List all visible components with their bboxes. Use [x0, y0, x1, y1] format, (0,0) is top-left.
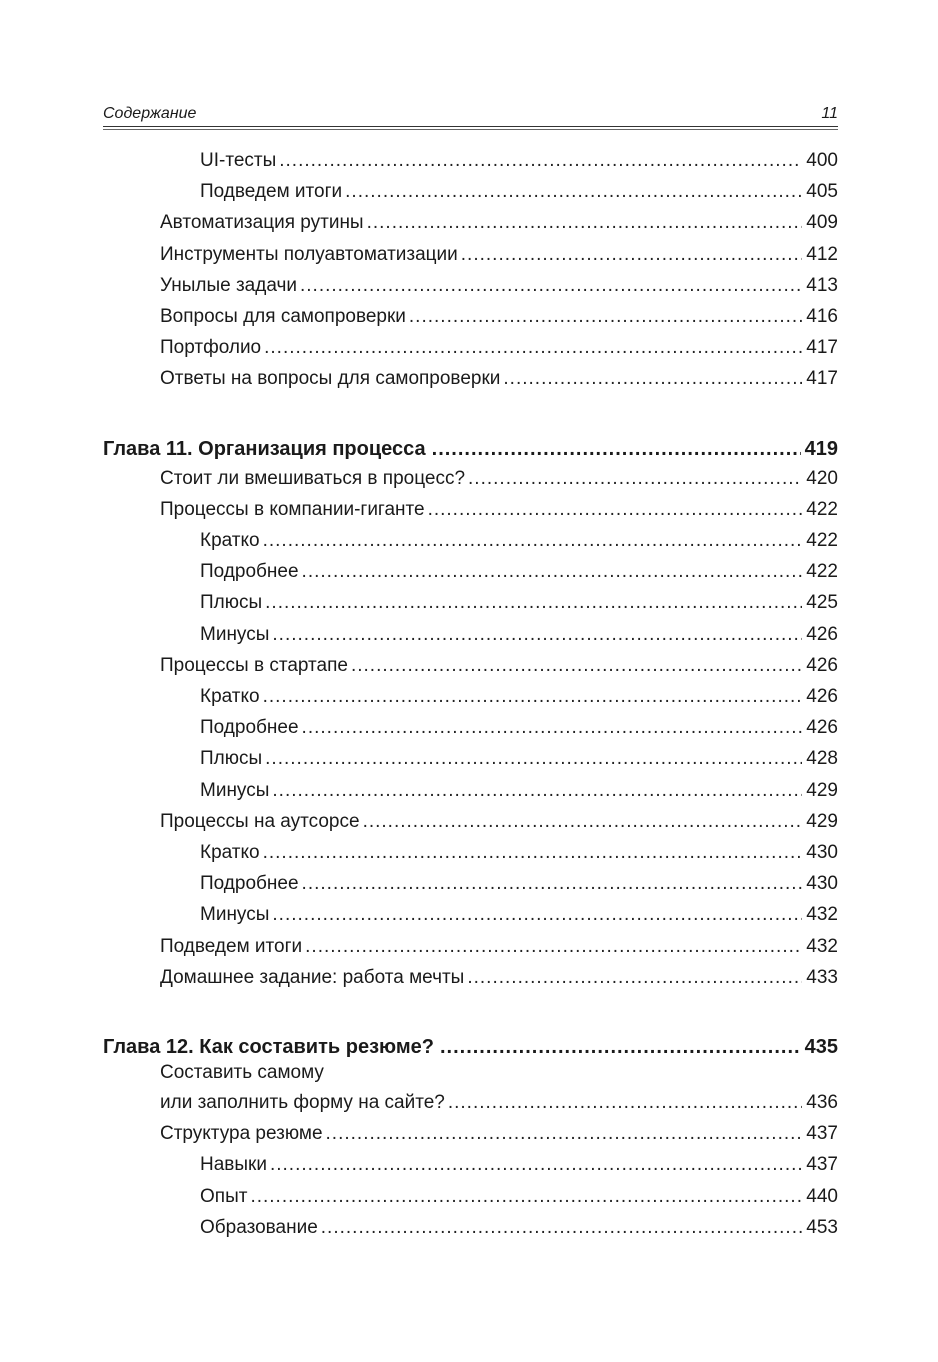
entry-title: Ответы на вопросы для самопроверки	[160, 368, 501, 390]
entry-page-number: 425	[806, 592, 838, 614]
toc-entry[interactable]	[160, 935, 838, 959]
dot-leader	[467, 966, 802, 990]
entry-page-number: 429	[806, 779, 838, 801]
dot-leader	[300, 274, 802, 298]
toc-entry-first-line: Составить самому	[160, 1062, 324, 1083]
dot-leader	[440, 1034, 801, 1060]
page-number: 11	[821, 105, 838, 122]
entry-title: Подробнее	[200, 561, 299, 583]
toc-entry[interactable]	[200, 716, 838, 740]
entry-title: Минусы	[200, 904, 270, 926]
entry-page-number: 426	[806, 623, 838, 645]
entry-page-number: 433	[806, 966, 838, 988]
toc-entry[interactable]	[200, 685, 838, 709]
entry-title: Образование	[200, 1216, 318, 1238]
dot-leader	[279, 149, 802, 173]
dot-leader	[345, 180, 802, 204]
entry-page-number: 422	[806, 561, 838, 583]
toc-entry[interactable]	[200, 779, 838, 803]
toc-entry[interactable]	[200, 903, 838, 927]
toc-entry[interactable]	[200, 560, 838, 584]
dot-leader	[272, 779, 802, 803]
entry-title: Плюсы	[200, 592, 263, 614]
entry-page-number: 437	[806, 1123, 838, 1145]
dot-leader	[270, 1153, 802, 1177]
dot-leader	[263, 529, 803, 553]
entry-title: Вопросы для самопроверки	[160, 306, 406, 327]
entry-page-number: 436	[806, 1092, 838, 1113]
entry-title: UI-тесты	[200, 150, 277, 171]
toc-entry[interactable]	[160, 1122, 838, 1146]
dot-leader	[409, 305, 802, 329]
toc-entry[interactable]	[200, 1216, 838, 1240]
dot-leader	[264, 336, 802, 360]
entry-page-number: 416	[806, 306, 838, 327]
dot-leader	[432, 436, 801, 462]
dot-leader	[250, 1185, 802, 1209]
entry-title: Портфолио	[160, 337, 262, 359]
toc-entry[interactable]	[160, 367, 838, 391]
entry-title: Подведем итоги	[160, 935, 303, 957]
toc-entry[interactable]	[200, 623, 838, 647]
entry-page-number: 440	[806, 1185, 838, 1207]
entry-page-number: 422	[806, 530, 838, 551]
toc-chapter-heading[interactable]	[103, 436, 838, 462]
entry-page-number: 428	[806, 748, 838, 770]
dot-leader	[448, 1091, 802, 1115]
chapter-page-number: 419	[804, 437, 838, 460]
entry-page-number: 409	[806, 212, 838, 234]
entry-page-number: 417	[806, 368, 838, 390]
entry-page-number: 432	[806, 935, 838, 957]
entry-page-number: 437	[806, 1154, 838, 1176]
entry-title: Кратко	[200, 686, 260, 707]
entry-title: Домашнее задание: работа мечты	[160, 966, 465, 988]
entry-page-number: 420	[806, 467, 838, 489]
toc-entry[interactable]	[200, 1153, 838, 1177]
chapter-page-number: 435	[804, 1036, 838, 1058]
toc-entry[interactable]	[200, 1185, 838, 1209]
dot-leader	[263, 685, 803, 709]
entry-title: Стоит ли вмешиваться в процесс?	[160, 467, 466, 489]
entry-page-number: 400	[806, 150, 838, 171]
dot-leader	[468, 467, 802, 491]
dot-leader	[428, 498, 803, 522]
entry-page-number: 426	[806, 717, 838, 739]
running-head-title: Содержание	[103, 105, 197, 122]
entry-title: Унылые задачи	[160, 274, 297, 296]
dot-leader	[326, 1122, 803, 1146]
entry-title: Плюсы	[200, 748, 263, 770]
dot-leader	[265, 591, 802, 615]
toc-entry[interactable]	[200, 591, 838, 615]
toc-entry[interactable]	[200, 747, 838, 771]
dot-leader	[272, 623, 802, 647]
dot-leader	[265, 747, 802, 771]
toc-entry[interactable]	[160, 243, 838, 267]
entry-page-number: 432	[806, 904, 838, 926]
dot-leader	[302, 716, 803, 740]
entry-title: Инструменты полуавтоматизации	[160, 243, 458, 265]
toc-entry[interactable]	[160, 498, 838, 522]
entry-title: Кратко	[200, 530, 260, 551]
entry-page-number: 417	[806, 337, 838, 359]
toc-entry[interactable]	[160, 654, 838, 678]
entry-title: Подведем итоги	[200, 181, 343, 203]
entry-page-number: 413	[806, 274, 838, 296]
header-rule-secondary	[103, 129, 838, 130]
dot-leader	[272, 903, 802, 927]
chapter-title: Глава 12. Как составить резюме?	[103, 1036, 434, 1058]
dot-leader	[461, 243, 803, 267]
dot-leader	[351, 654, 802, 678]
entry-page-number: 426	[806, 686, 838, 707]
entry-title: Процессы на аутсорсе	[160, 810, 360, 832]
entry-title: Кратко	[200, 842, 260, 863]
entry-title: Минусы	[200, 779, 270, 801]
entry-title: Автоматизация рутины	[160, 212, 364, 234]
toc-entry[interactable]	[160, 810, 838, 834]
toc-chapter-heading[interactable]	[103, 1034, 838, 1060]
entry-page-number: 405	[806, 181, 838, 203]
dot-leader	[363, 810, 803, 834]
toc-entry[interactable]	[200, 149, 838, 173]
dot-leader	[302, 560, 803, 584]
toc-entry[interactable]	[200, 180, 838, 204]
dot-leader	[321, 1216, 803, 1240]
toc-entry[interactable]	[200, 529, 838, 553]
toc-entry[interactable]	[200, 841, 838, 865]
entry-page-number: 453	[806, 1216, 838, 1238]
toc-entry[interactable]	[200, 872, 838, 896]
dot-leader	[302, 872, 803, 896]
dot-leader	[367, 211, 803, 235]
toc-entry[interactable]	[160, 211, 838, 235]
toc-entry[interactable]	[160, 336, 838, 360]
entry-page-number: 422	[806, 498, 838, 520]
entry-title: Процессы в стартапе	[160, 654, 348, 676]
dot-leader	[305, 935, 802, 959]
entry-title: Навыки	[200, 1154, 267, 1176]
entry-page-number: 430	[806, 873, 838, 895]
toc-entry[interactable]	[160, 966, 838, 990]
entry-title: или заполнить форму на сайте?	[160, 1092, 445, 1113]
toc-entry[interactable]	[160, 1091, 838, 1115]
toc-entry[interactable]	[160, 467, 838, 491]
entry-title: Структура резюме	[160, 1123, 323, 1145]
entry-page-number: 412	[806, 243, 838, 265]
chapter-title: Глава 11. Организация процесса	[103, 437, 426, 460]
entry-page-number: 426	[806, 654, 838, 676]
entry-title: Минусы	[200, 623, 270, 645]
entry-title: Процессы в компании-гиганте	[160, 498, 425, 520]
entry-title: Подробнее	[200, 717, 299, 739]
entry-page-number: 429	[806, 810, 838, 832]
toc-entry[interactable]	[160, 305, 838, 329]
header-rule	[103, 126, 838, 127]
entry-title: Опыт	[200, 1185, 248, 1207]
dot-leader	[263, 841, 803, 865]
dot-leader	[503, 367, 802, 391]
entry-page-number: 430	[806, 842, 838, 863]
entry-title: Подробнее	[200, 873, 299, 895]
running-head	[103, 102, 838, 126]
toc-entry[interactable]	[160, 274, 838, 298]
